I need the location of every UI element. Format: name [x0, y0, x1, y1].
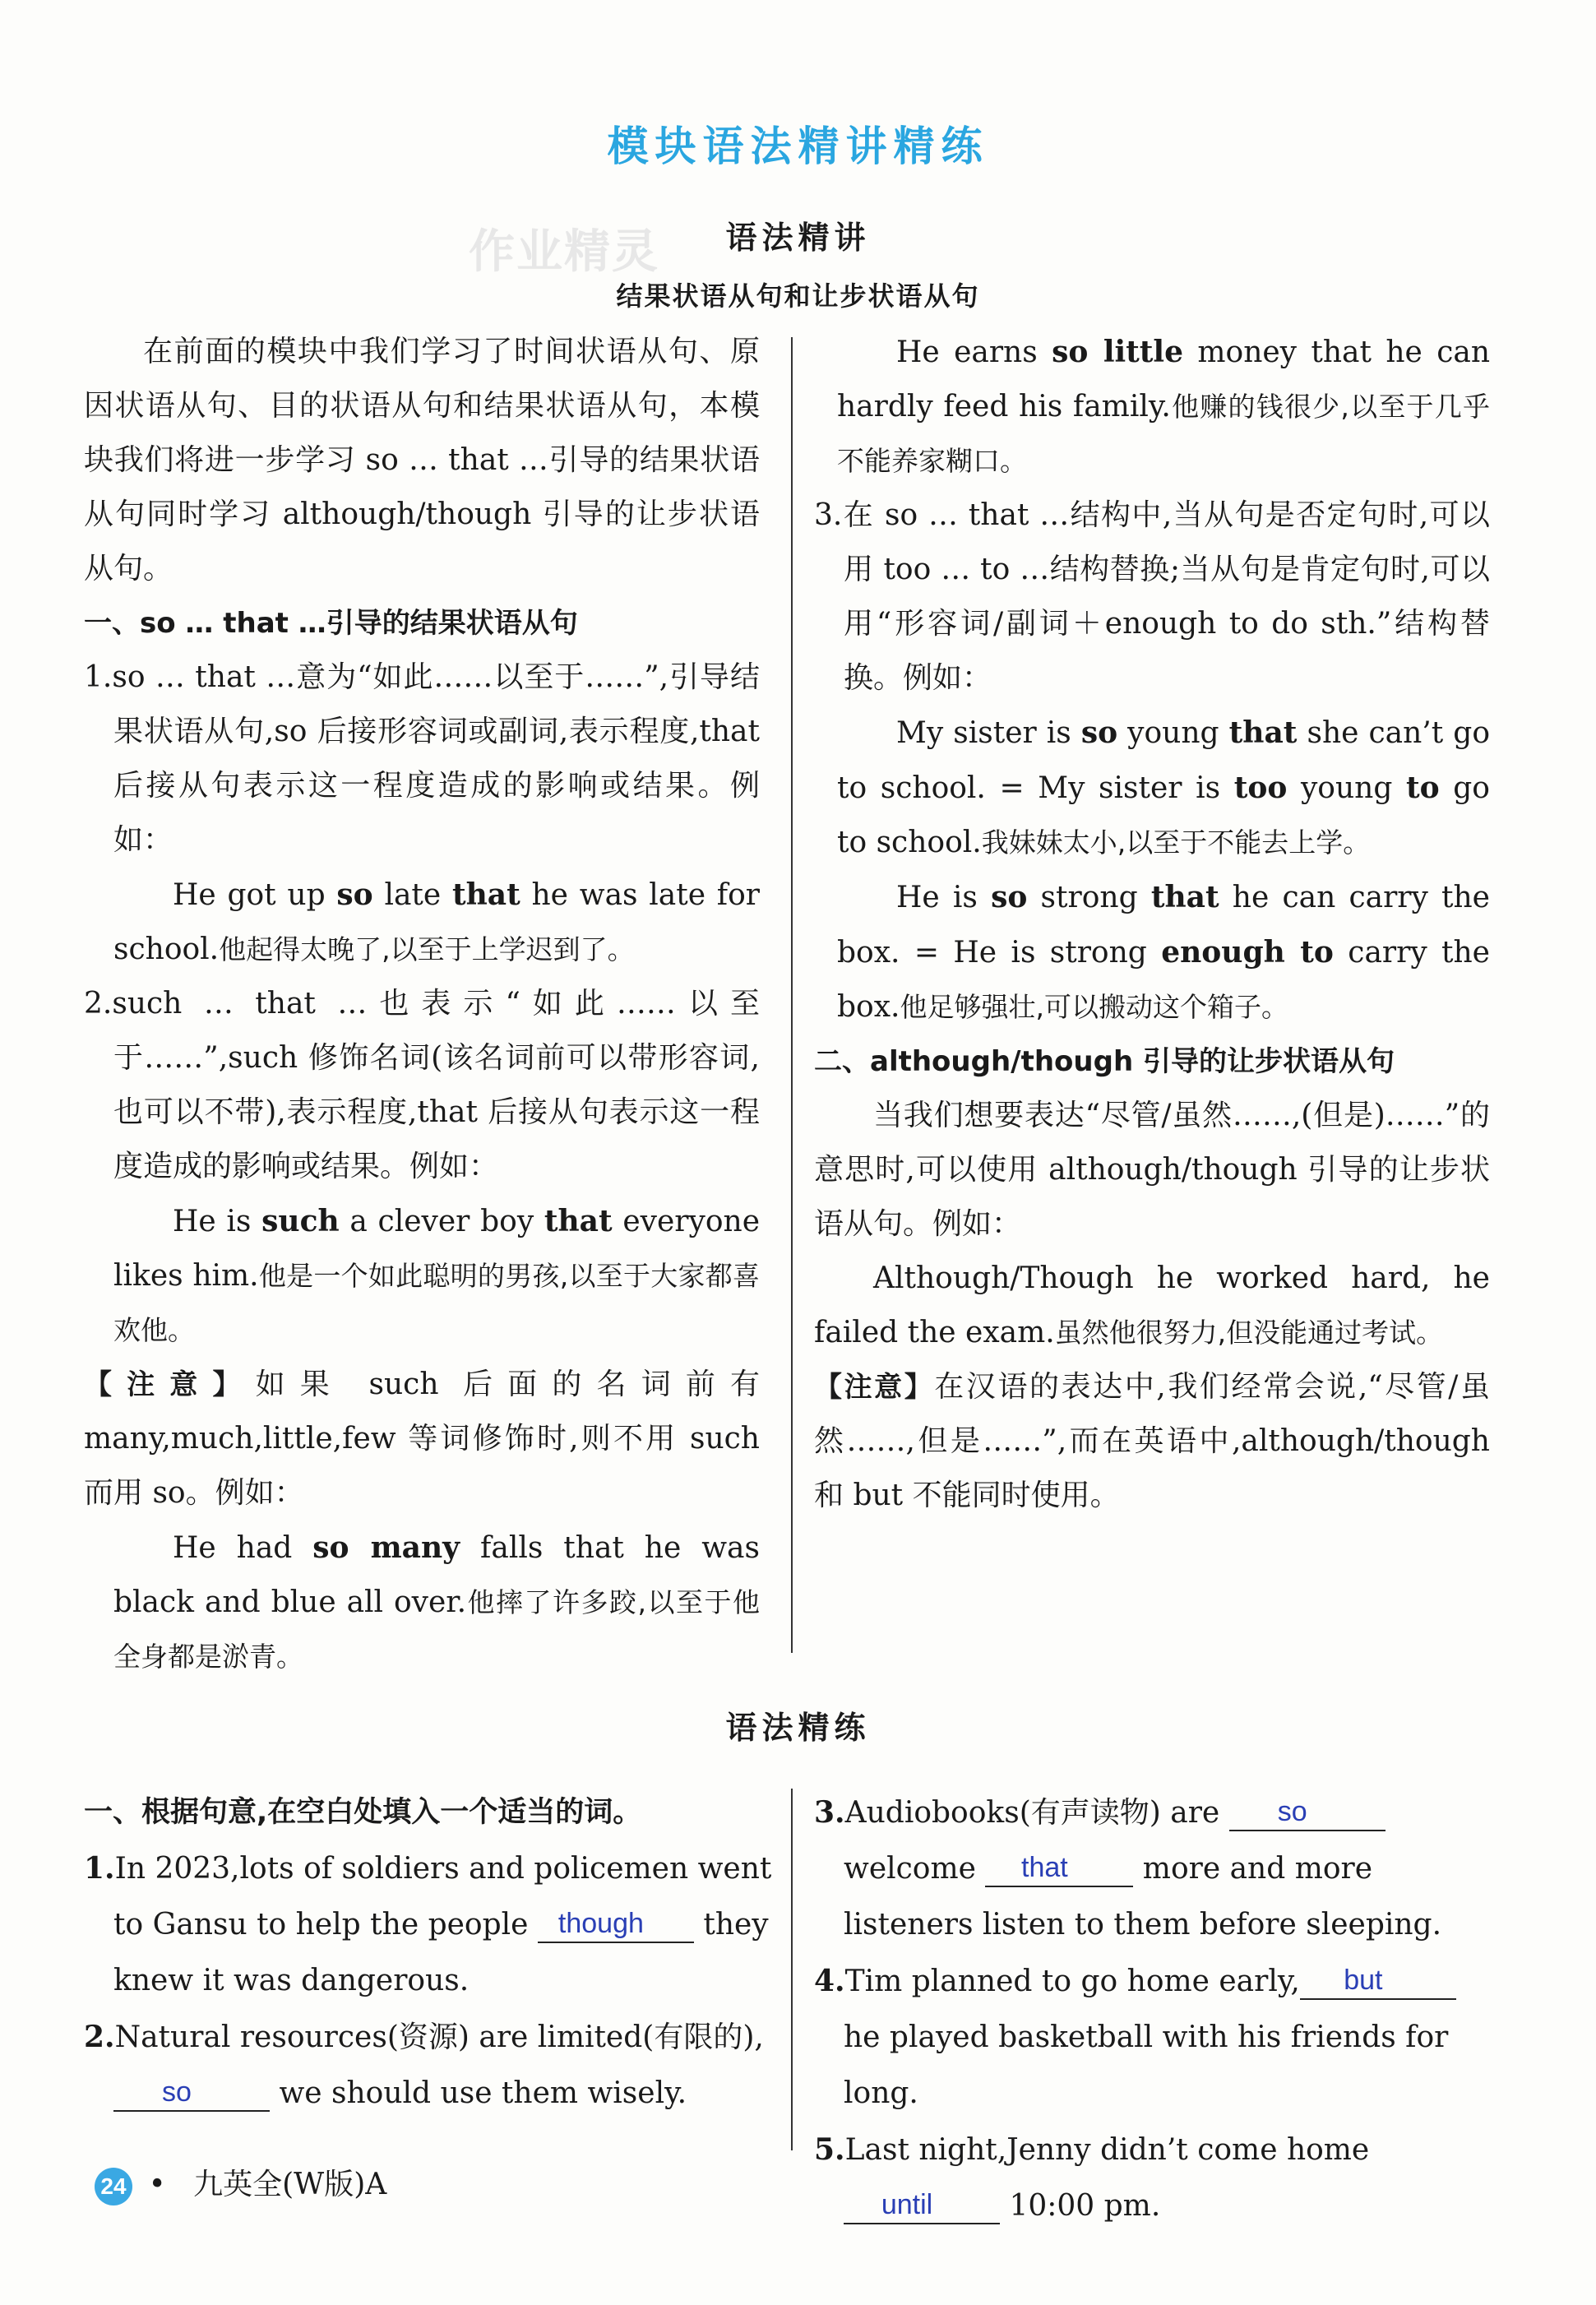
book-label: 九英全(W版)A	[193, 2168, 387, 2201]
rule-3: 3.在 so … that …结构中,当从句是否定句时,可以用 too … to …结构替换;当从句是肯定句时,可以用“形容词/副词＋enough to do sth.”结构替换。例如：	[814, 498, 1490, 695]
answer-blank-3a[interactable]: so	[1229, 1794, 1386, 1831]
answer-blank-3b[interactable]: that	[985, 1849, 1133, 1887]
question-5: 5.Last night,Jenny didn’t come home until 10:00 pm.	[814, 2132, 1370, 2223]
question-3: 3.Audiobooks(有声读物) are so welcome that more and more listeners listen to them before sleeping.	[814, 1795, 1442, 1942]
column-divider	[791, 337, 793, 1653]
note-1: 【注意】如果 such 后面的名词前有 many,much,little,few 等词修饰时,则不用 such 而用 so。例如：	[84, 1368, 760, 1510]
example-4: He earns so little money that he can hardly feed his family.他赚的钱很少,以至于几乎不能养家糊口。	[837, 335, 1490, 477]
exercise-left	[84, 1784, 775, 2122]
footer-bullet: •	[148, 2168, 166, 2201]
heading-so-that: 一、so … that …引导的结果状语从句	[84, 607, 578, 640]
answer-blank-5[interactable]: until	[844, 2187, 1000, 2224]
section-title-grammar-practice: 语法精练	[725, 1710, 871, 1746]
example-6: He is so strong that he can carry the box. = He is strong enough to carry the box.他足够强壮,可以搬动这个箱子。	[837, 880, 1490, 1024]
intro-paragraph: 在前面的模块中我们学习了时间状语从句、原因状语从句、目的状语从句和结果状语从句，本模块我们将进一步学习 so … that …引导的结果状语从句同时学习 although/though 引导的让步状语从句。	[84, 335, 760, 586]
exercise-right	[814, 1784, 1497, 2234]
watermark: 作业精灵	[469, 225, 659, 279]
question-4: 4.Tim planned to go home early, but he played basketball with his friends for long.	[814, 1953, 1497, 2122]
example-3: He had so many falls that he was black and blue all over.他摔了许多跤,以至于他全身都是淤青。	[113, 1530, 760, 1673]
rule-4: 当我们想要表达“尽管/虽然……,(但是)……”的意思时,可以使用 although/though 引导的让步状语从句。例如：	[814, 1099, 1490, 1241]
answer-blank-4[interactable]: but	[1300, 1962, 1456, 2000]
page-number: 24	[95, 2168, 132, 2205]
heading-although: 二、although/though 引导的让步状语从句	[814, 1045, 1395, 1078]
page-footer	[95, 2161, 386, 2205]
page-title: 模块语法精讲精练	[607, 123, 989, 170]
answer-blank-1[interactable]: though	[538, 1905, 694, 1943]
question-2: 2.Natural resources(资源) are limited(有限的),so we should use them wisely.	[84, 2020, 764, 2110]
exercise-divider	[791, 1789, 793, 2150]
rule-1: 1.so … that …意为“如此……以至于……”,引导结果状语从句,so 后接形容词或副词,表示程度,that 后接从句表示这一程度造成的影响或结果。例如：	[84, 660, 760, 857]
rule-2: 2.such … that …也表示“如此……以至于……”,such 修饰名词(该名词前可以带形容词,也可以不带),表示程度,that 后接从句表示这一程度造成的影响或结果。例如：	[84, 987, 760, 1183]
left-column	[84, 325, 760, 1684]
note-2: 【注意】在汉语的表达中,我们经常会说,“尽管/虽然……,但是……”,而在英语中,although/though 和 but 不能同时使用。	[814, 1370, 1491, 1512]
example-2: He is such a clever boy that everyone likes him.他是一个如此聪明的男孩,以至于大家都喜欢他。	[113, 1204, 761, 1346]
subtitle: 结果状语从句和让步状语从句	[616, 280, 980, 312]
exercise-heading: 一、根据句意,在空白处填入一个适当的词。	[84, 1796, 642, 1829]
example-7: Although/Though he worked hard, he failed the exam.虽然他很努力,但没能通过考试。	[814, 1261, 1490, 1349]
right-column	[814, 325, 1490, 1523]
question-1: 1.In 2023,lots of soldiers and policemen went to Gansu to help the people though they knew it was dangerous.	[84, 1851, 772, 1997]
section-title-grammar-lecture: 语法精讲	[725, 220, 871, 256]
answer-blank-2[interactable]: so	[113, 2074, 270, 2112]
example-5: My sister is so young that she can’t go to school. = My sister is too young to go to school.我妹妹太小,以至于不能去上学。	[837, 715, 1490, 859]
example-1: He got up so late that he was late for school.他起得太晚了,以至于上学迟到了。	[113, 877, 760, 966]
